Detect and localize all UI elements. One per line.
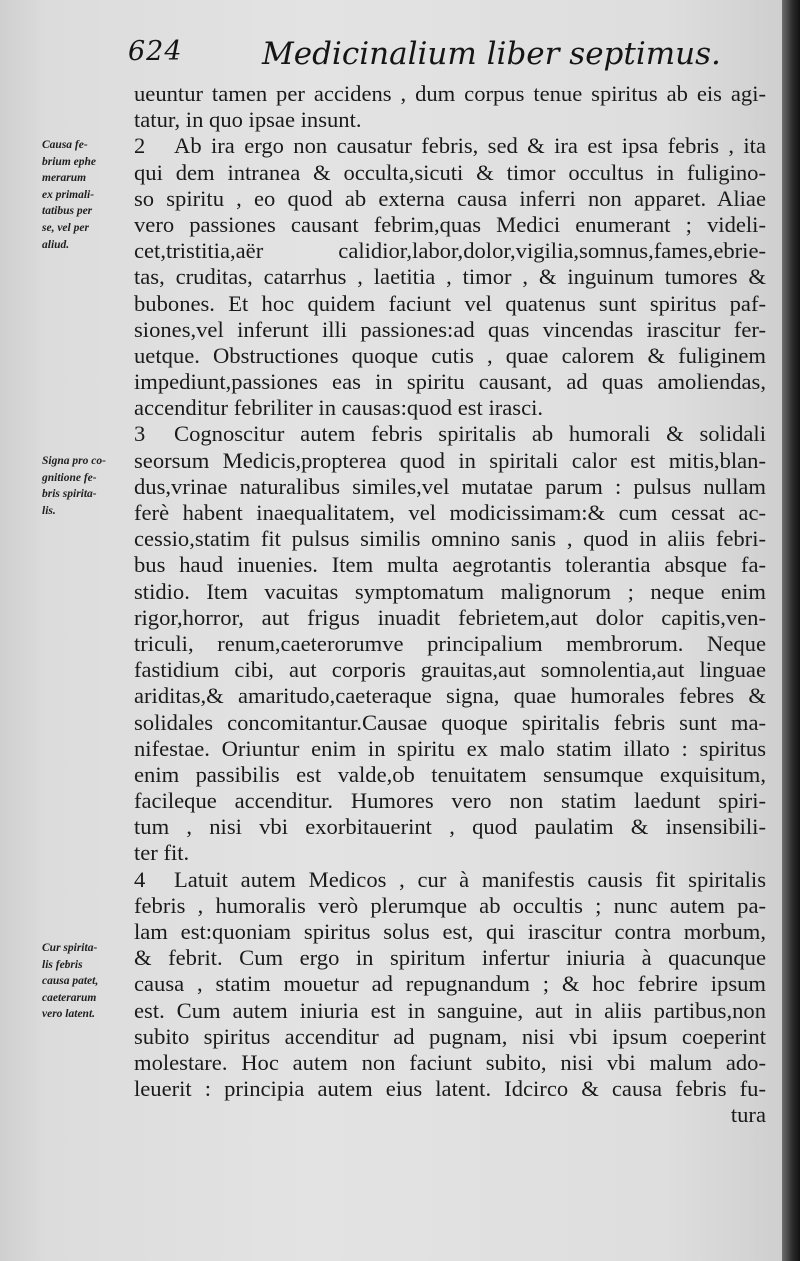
text-line: tatur, in quo ipsae insunt.	[134, 107, 362, 133]
sidenote-line: Signa pro co-	[42, 455, 106, 467]
page-edge-shadow	[782, 0, 800, 1261]
text-line: & febrit. Cum ergo in spiritum infertur iniuria à quacunque	[134, 945, 766, 971]
text-line: enim passibilis est valde,ob tenuitatem sensumque exquisitum,	[134, 761, 766, 787]
text-line: fastidium cibi, aut corporis grauitas,aut somnolentia,aut linguae	[134, 657, 766, 683]
catchword: tura	[730, 1102, 766, 1128]
paragraph-3	[134, 421, 766, 866]
main-text	[134, 81, 766, 1129]
paragraph-number: 2	[134, 133, 146, 159]
text-line: ariditas,& amaritudo,caeteraque signa, quae humorales febres &	[134, 683, 766, 709]
sidenote-line: aliud.	[42, 238, 70, 251]
text-line: tum , nisi vbi exorbitauerint , quod paulatim & insensibili-	[134, 814, 766, 840]
sidenote-line: lis febris	[42, 958, 83, 971]
text-line: lam est:quoniam spiritus solus est, qui irascitur contra morbum,	[134, 919, 766, 944]
text-line: dus,vrinae naturalibus similes,vel mutatae parum : pulsus nullam	[134, 473, 766, 499]
text-line: vero passiones causant febrim,quas Medici enumerant ; videli-	[134, 211, 766, 237]
text-line: facileque accenditur. Humores vero non statim laedunt spiri-	[134, 788, 766, 814]
text-line: solidales concomitantur.Causae quoque spiritalis febris sunt ma-	[134, 709, 766, 735]
sidenote-line: ex primali-	[42, 188, 95, 201]
text-line: stidio. Item vacuitas symptomatum malignorum ; neque enim	[134, 578, 766, 604]
text-line: ter fit.	[134, 840, 190, 866]
text-line: uetque. Obstructiones quoque cutis , quae calorem & fuliginem	[134, 342, 766, 368]
sidenote-line: Causa fe-	[42, 139, 88, 151]
sidenote-cur	[42, 940, 122, 1023]
paragraph-2	[134, 133, 766, 421]
sidenote-signa	[42, 453, 122, 519]
text-line: ferè habent inaequalitatem, vel modicissimam:& cum cessat ac-	[134, 500, 766, 525]
sidenote-line: gnitione fe-	[42, 471, 97, 484]
text-line: febris , humoralis verò plerumque ab occultis ; nunc autem pa-	[134, 892, 766, 918]
text-line: cet,tristitia,aër calidior,labor,dolor,vigilia,somnus,fames,ebrie-	[134, 238, 766, 264]
text-line: ueuntur tamen per accidens , dum corpus tenue spiritus ab eis agi-	[134, 81, 766, 106]
sidenote-line: caeterarum	[42, 991, 97, 1004]
sidenote-causa	[42, 137, 122, 253]
text-line: bus haud inuenies. Item multa aegrotantis tolerantia absque fa-	[134, 552, 766, 578]
text-line: leuerit : principia autem eius latent. Idcirco & causa febris fu-	[134, 1076, 766, 1102]
text-line: rigor,horror, aut frigus inuadit febrietem,aut dolor capitis,ven-	[134, 604, 766, 630]
sidenote-line: se, vel per	[42, 221, 89, 234]
text-line: bubones. Et hoc quidem faciunt vel quatenus sunt spiritus paf-	[134, 290, 766, 316]
paragraph-4	[134, 867, 766, 1129]
text-line: nifestae. Oriuntur enim in spiritu ex malo statim illato : spiritus	[134, 735, 766, 761]
text-line: triculi, renum,caeterorumve principalium membrorum. Neque	[134, 630, 766, 656]
text-line: so spiritu , eo quod ab externa causa inferri non apparet. Aliae	[134, 185, 766, 211]
sidenote-line: lis.	[42, 504, 56, 517]
sidenote-line: brium ephe	[42, 155, 96, 168]
sidenote-line: tatibus per	[42, 205, 93, 218]
page-number: 624	[128, 36, 183, 67]
sidenote-line: vero latent.	[42, 1008, 96, 1021]
running-title: Medicinalium liber septimus.	[262, 36, 721, 72]
text-line: Cognoscitur autem febris spiritalis ab humorali & solidali	[174, 421, 766, 447]
sidenote-line: bris spirita-	[42, 488, 97, 501]
text-line: cessio,statim fit pulsus similis omnino sanis , quod in aliis febri-	[134, 526, 766, 552]
text-line: siones,vel inferunt illi passiones:ad quas vincendas irascitur fer-	[134, 316, 766, 342]
text-line: est. Cum autem iniuria est in sanguine, aut in aliis partibus,non	[134, 997, 766, 1023]
sidenote-line: causa patet,	[42, 975, 99, 988]
text-line: Latuit autem Medicos , cur à manifestis causis fit spiritalis	[174, 866, 766, 892]
text-line: subito spiritus accenditur ad pugnam, nisi vbi ipsum coeperint	[134, 1023, 766, 1049]
paragraph-1	[134, 81, 766, 133]
sidenote-line: merarum	[42, 172, 87, 185]
text-line: seorsum Medicis,propterea quod in spiritali calor est mitis,blan-	[134, 447, 766, 473]
page-header	[0, 36, 782, 76]
paragraph-number: 4	[134, 866, 146, 892]
sidenote-line: Cur spirita-	[42, 942, 98, 954]
text-line: impediunt,passiones eas in spiritu causant, ad quas amoliendas,	[134, 369, 766, 395]
text-line: qui dem intranea & occulta,sicuti & timor occultus in fuligino-	[134, 159, 766, 185]
paragraph-number: 3	[134, 421, 146, 447]
text-line: tas, cruditas, catarrhus , laetitia , timor , & inguinum tumores &	[134, 264, 766, 290]
text-line: Ab ira ergo non causatur febris, sed & ira est ipsa febris , ita	[174, 133, 766, 159]
text-line: causa , statim mouetur ad repugnandum ; & hoc febrire ipsum	[134, 971, 766, 997]
text-line: accenditur febriliter in causas:quod est irasci.	[134, 395, 544, 421]
text-line: molestare. Hoc autem non faciunt subito, nisi vbi malum ado-	[134, 1049, 766, 1075]
